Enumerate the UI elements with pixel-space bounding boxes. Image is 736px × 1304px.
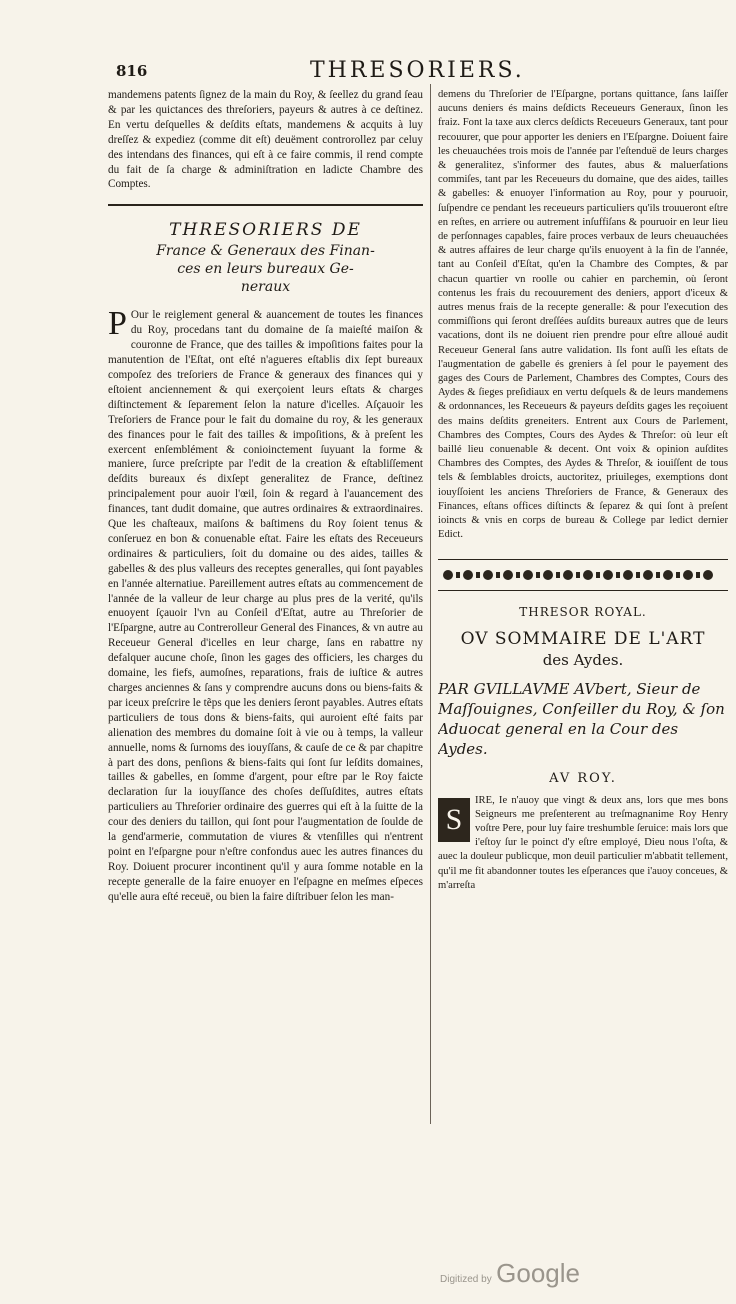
left-paragraph-main <box>108 305 423 904</box>
fleuron-row-icon <box>438 560 728 590</box>
section-title: THRESORIERS DE <box>169 220 362 241</box>
digitized-brand: Google <box>496 1258 580 1288</box>
right-paragraph-sire-text: IRE, Ie n'auoy que vingt & deux ans, lors que mes bons Seigneurs me preſenterent au treſmagnanime Roy Henry voſtre Pere, pour luy faire treshumble ſeruice: mais lors que i'eſtoy ſur le poinct d'y eſtre employé, Dieu nous l'oſta, & auec la douleur publicque, mon deuil particulier m'abbatit tellement, qu'il me fit abandonner toutes les eſperances que i'auoy conceues, & m'arreſta <box>438 794 728 891</box>
decorative-ornament-band <box>438 559 728 591</box>
heading-des-aydes: des Aydes. <box>542 650 624 669</box>
digitized-watermark <box>440 1258 580 1289</box>
drop-cap-p: P <box>108 305 127 343</box>
author-line: PAR GVILLAVME AVbert, Sieur de Maſſouignes, Conſeiller du Roy, & ſon Aduocat general en la Cour des Aydes. <box>438 679 725 758</box>
left-paragraph-top: mandemens patents ſignez de la main du Roy, & ſeellez du grand ſeau & par les quictances des threſoriers, payeurs & autres à ce deſtinez. En vertu deſquelles & deſdits eſtats, mandemens & acquits à luy dreſſez & expediez (comme dit eſt) deuëment controrollez par celuy des intendans des finances, qui eſt à ce faire commis, il rend compte du fait de ſa charge & adminiſtration en ladicte Chambre des Comptes. <box>108 89 423 191</box>
right-paragraph-sire <box>438 794 728 893</box>
running-head: THRESORIERS. <box>310 58 525 83</box>
left-column <box>108 88 423 905</box>
right-paragraph-main: demens du Threſorier de l'Eſpargne, portans quittance, ſans laiſſer aucuns deniers és mains deſdicts Receueurs Generaux, ſinon les fraiz. Font la taxe aux clercs deſdicts Receueurs Generaux, tant pour recouurer, que pour apporter les deniers en l'Eſpargne. Doiuent faire les cheuauchées trois mois de l'année par l'eſtenduë de leurs charges & generalitez, s'informer des fautes, abus & maluerſations commiſes, tant par les Receueurs du domaine, que des aides, tailles & gabelles: & enuoyer l'information au Roy, pour y pouruoir, ſuſpendre ce pendant les receueurs particuliers qu'ils trouueront eſtre en reſtes, en arriere ou autrement inſuffiſans & pouruoir en leur lieu de perſonnages capables, faire proces verbaux de leurs cheuauchées & autres affaires de leur charge qu'ils enuoyent à la fin de l'année, tant au Conſeil d'Eſtat, qu'en la Chambre des Comptes, & par chacun quartier vn roolle ou cahier en parchemin, où ſeront contenus les frais du recouurement des deniers, apport d'iceux & autres menus frais de la recepte generalle: & pour l'execution des commiſſions qui ſeront dreſſées auſdits bureaux autres que de leurs vacations, dont ils ne doiuent rien prendre pour eſtre alloué audit Receueur General ſans autre validation. Ils font auſſi les eſtats de l'augmentation de gabelle és greniers à ſel pour le payement des gages des Cours de Parlement, Chambres des Comptes, Cours des Aydes & ſieges preſidiaux en vertu deſquels & de leurs mandemens & ordonnances, les Receueurs & payeurs deſdits gages les reçoiuent des mains deſdits greneiters. Entrent aux Cours de Parlement, Chambres des Comptes, Cours des Aydes & Threſor: où leur eſt baillé lieu conuenable & decent. Ont voix & opinion auſdites Chambres des Comptes, des Aydes & Threſor, & iouiſſent de tous tels & ſemblables droicts, auctoritez, priuileges, exemptions dont iouyſſoient les anciens Threſoriers de France, & Generaux des Finances, eſtans offices diſtincts & ſeparez & qui ſont à preſent ioincts & vnis en corps de bureau & College par ledict dernier Edict. <box>438 89 728 541</box>
heading-thresor-royal: THRESOR ROYAL. <box>519 604 647 619</box>
column-divider <box>430 84 431 1124</box>
heading-au-roy: AV ROY. <box>549 770 617 786</box>
page-number: 816 <box>116 62 148 80</box>
heading-sommaire: OV SOMMAIRE DE L'ART <box>460 628 706 649</box>
section-subtitle-line-2: ces en leurs bureaux Ge- <box>177 261 354 278</box>
right-column <box>438 88 728 893</box>
section-subtitle-line-3: neraux <box>240 279 291 296</box>
digitized-prefix: Digitized by <box>440 1274 492 1285</box>
section-subtitle-line-1: France & Generaux des Finan- <box>156 243 375 260</box>
left-paragraph-main-text: Our le reiglement general & auancement de toutes les finances du Roy, procedans tant du domaine de ſa maieſté maiſon & couronne de France, que des tailles & impoſitions faites pour la manutention de l'Eſtat, ont eſté n'agueres eſtablis dix ſept bureaux compoſez des treſoriers de France & generaux des finances qui y eſtoient anciennement & qui exerçoient leurs eſtats & charges diſtinctement & ſeparement ſelon la nature d'icelles. Aſçauoir les Treſoriers de France pour le fait du domaine du roy, & les generaux des finances pour le fait des tailles & impoſitions, & à preſent les exercent enſemblément & conioinctement ſuyuant la forme & maniere, ſurce preſcripte par l'edit de la creation & eſtabliſſement deſdits bureaux és dixſept generalitez de France, deſtinez principalement pour auoir l'œil, ſoin & regard à l'auancement des finances, tant dudit domaine, que autres ordinaires & extraordinaires. Que les chaſteaux, maiſons & baſtimens du Roy ſoient tenus & conſeruez en bon & conuenable eſtat. Faire les eſtats des Receueurs ordinaires & particuliers, ſoit du domaine ou des aides, tailles & gabelles & des plus valleurs des receptes generalles, qui ſont payables en l'année alternatiue. Pareillement autres eſtats au commencement de l'année de la valleur de leur charge au plus pres de la verité, qu'ils enuoyent ſçauoir l'vn au Conſeil d'Eſtat, autre au Threſorier de l'Eſpargne, autre au Contrerolleur General des Finances, & vn autre au Receueur General d'icelles en leur charge, ſans en rabattre ny defalquer aucune choſe, ſinon les gages des officiers, les charges du domaine, les fiefs, aumoſnes, reparations, frais de iuſtice & autres charges anciennes & ſans y comprendre aucuns dons ou biens-faits & par iceux preſcrire le tẽps que les deniers ſeront payables. Autres eſtats particuliers de tous dons & biens-faits, qui auroient eſté faits par alienation des membres du domaine ſoit à vie ou à temps, la valleur annuelle, noms & ſurnoms des iouyſſans, & cauſe de ce & par chapitre à part des dons, penſions & biens-faits qui ſont ſur leſdits domaines, tailles & gabelles, en ſomme d'argent, pour eſtre par le Roy faicte declaration ſur la iouyſſance des choſes deſſuſdites, autres eſtats particuliers au Threſorier ordinaire des guerres qui eſt à la ſuitte de la cour des deniers du taillon, qui ſont pour l'augmentation de ſoulde de la gend'armerie, commutation de viures & vtenſilles qui n'entrent point en l'eſpargne pour n'eſtre confondus auec les autres finances du Roy. Doiuent procurer incontinent qu'il y aura ſomme notable en la recepte generalle de la faire enuoyer en l'eſpagne en meſmes eſpeces qu'elle aura eſté receuë, ou bien la faire diſtribuer ſelon les man- <box>108 309 423 903</box>
drop-cap-s: S <box>438 798 470 842</box>
section-rule <box>108 204 423 206</box>
